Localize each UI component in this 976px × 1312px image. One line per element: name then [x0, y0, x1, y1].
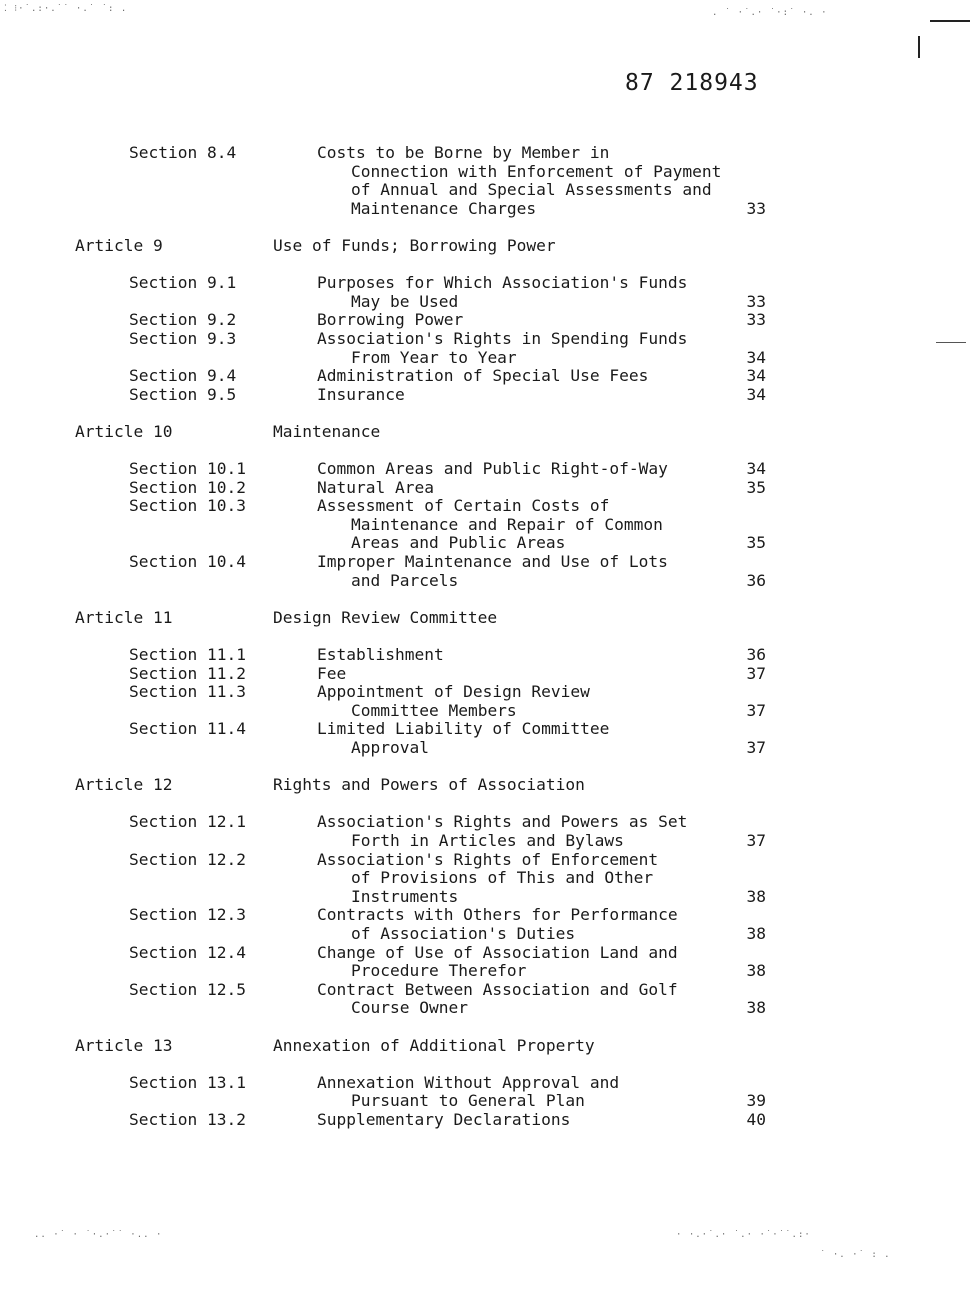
section-title-line: From Year to Year [351, 347, 517, 367]
section-label: Section 12.2 [129, 849, 246, 869]
toc-entry [0, 460, 976, 479]
section-title [317, 665, 737, 684]
article-heading [0, 776, 976, 795]
section-title-line: Maintenance and Repair of Common [351, 514, 663, 534]
page-number: 37 [746, 663, 766, 683]
section-label: Section 12.5 [129, 979, 246, 999]
toc-entry [0, 646, 976, 665]
section-title-line: and Parcels [351, 570, 459, 590]
toc-entry [0, 330, 976, 367]
section-title-line: Forth in Articles and Bylaws [351, 830, 624, 850]
page-number: 38 [746, 961, 766, 981]
section-title-line: Annexation Without Approval and [317, 1072, 620, 1092]
section-title [317, 330, 737, 367]
toc-entry [0, 1074, 976, 1111]
section-label: Section 9.3 [129, 328, 237, 348]
section-title-line: Appointment of Design Review [317, 682, 590, 702]
page-number: 35 [746, 477, 766, 497]
section-label: Section 11.3 [129, 682, 246, 702]
article-label: Article 12 [75, 775, 173, 795]
article-heading [0, 423, 976, 442]
section-label: Section 10.2 [129, 477, 246, 497]
section-title [317, 144, 737, 218]
section-title-line: Association's Rights in Spending Funds [317, 328, 688, 348]
scan-noise-top-right: . ˙ ·˙.· ˙·:˙ ·. · [712, 8, 828, 18]
section-title [317, 386, 737, 405]
article-heading [0, 1037, 976, 1056]
toc-entry [0, 311, 976, 330]
article-heading [0, 237, 976, 256]
article-title: Annexation of Additional Property [273, 1035, 595, 1055]
page-number: 37 [746, 830, 766, 850]
toc-entry [0, 367, 976, 386]
section-label: Section 10.3 [129, 496, 246, 516]
page-number: 34 [746, 347, 766, 367]
section-title-line: of Association's Duties [351, 923, 576, 943]
article-label: Article 9 [75, 235, 163, 255]
section-title [317, 553, 737, 590]
toc-entry [0, 144, 976, 218]
section-title [317, 497, 737, 553]
article-title: Design Review Committee [273, 607, 498, 627]
page-number: 34 [746, 459, 766, 479]
section-title [317, 981, 737, 1018]
section-title-line: Improper Maintenance and Use of Lots [317, 552, 668, 572]
page-number: 39 [746, 1091, 766, 1111]
section-title-line: Contract Between Association and Golf [317, 979, 678, 999]
section-title-line: Limited Liability of Committee [317, 719, 610, 739]
section-label: Section 12.3 [129, 905, 246, 925]
section-label: Section 13.1 [129, 1072, 246, 1092]
section-title [317, 720, 737, 757]
toc-entry [0, 1111, 976, 1130]
scan-edge-mark-top [930, 20, 970, 22]
page-number: 36 [746, 645, 766, 665]
section-label: Section 12.1 [129, 812, 246, 832]
section-title [317, 367, 737, 386]
section-title [317, 274, 737, 311]
section-title-line: Supplementary Declarations [317, 1109, 571, 1129]
section-title-line: Contracts with Others for Performance [317, 905, 678, 925]
section-label: Section 11.1 [129, 645, 246, 665]
toc-entry [0, 981, 976, 1018]
section-title [317, 646, 737, 665]
section-label: Section 13.2 [129, 1109, 246, 1129]
section-title [317, 944, 737, 981]
section-title-line: Course Owner [351, 998, 468, 1018]
section-title-line: Common Areas and Public Right-of-Way [317, 459, 668, 479]
section-title [317, 813, 737, 850]
section-title-line: Connection with Enforcement of Payment [351, 161, 722, 181]
section-title-line: Insurance [317, 384, 405, 404]
article-label: Article 10 [75, 421, 173, 441]
table-of-contents [0, 144, 976, 1129]
section-title [317, 906, 737, 943]
page-number: 37 [746, 738, 766, 757]
section-title-line: Borrowing Power [317, 310, 464, 330]
page-number: 34 [746, 384, 766, 404]
document-number: 87 218943 [625, 70, 759, 96]
section-label: Section 8.4 [129, 143, 237, 162]
section-title-line: of Annual and Special Assessments and [351, 180, 712, 200]
section-title [317, 1074, 737, 1111]
section-title-line: Committee Members [351, 700, 517, 720]
toc-entry [0, 479, 976, 498]
section-title-line: Change of Use of Association Land and [317, 942, 678, 962]
scan-edge-mark-vertical [918, 36, 920, 58]
toc-entry [0, 665, 976, 684]
section-title-line: Establishment [317, 645, 444, 665]
section-title-line: May be Used [351, 291, 459, 311]
section-title-line: Areas and Public Areas [351, 533, 566, 553]
section-label: Section 10.1 [129, 459, 246, 479]
page-number: 34 [746, 366, 766, 386]
article-label: Article 11 [75, 607, 173, 627]
toc-entry [0, 851, 976, 907]
section-label: Section 9.4 [129, 366, 237, 386]
toc-entry [0, 497, 976, 553]
page-number: 33 [746, 310, 766, 330]
toc-entry [0, 386, 976, 405]
section-label: Section 9.5 [129, 384, 237, 404]
scan-noise-bottom-right-2: ˙ ·. ·˙ : . [820, 1250, 891, 1260]
section-title-line: Association's Rights of Enforcement [317, 849, 659, 869]
section-title-line: Procedure Therefor [351, 961, 527, 981]
section-title-line: Approval [351, 738, 429, 757]
toc-entry [0, 274, 976, 311]
section-title-line: Assessment of Certain Costs of [317, 496, 610, 516]
article-title: Rights and Powers of Association [273, 775, 585, 795]
scan-noise-bottom-left: .. ·˙ · ˙·.·˙˙ ·.. · [34, 1230, 163, 1240]
page-number: 36 [746, 570, 766, 590]
section-label: Section 10.4 [129, 552, 246, 572]
section-title [317, 683, 737, 720]
page-number: 33 [746, 291, 766, 311]
section-label: Section 12.4 [129, 942, 246, 962]
section-title [317, 851, 737, 907]
section-title-line: Instruments [351, 886, 459, 906]
page-number: 38 [746, 923, 766, 943]
article-label: Article 13 [75, 1035, 173, 1055]
section-title-line: Costs to be Borne by Member in [317, 143, 610, 162]
section-label: Section 11.2 [129, 663, 246, 683]
article-title: Maintenance [273, 421, 381, 441]
section-title-line: Association's Rights and Powers as Set [317, 812, 688, 832]
section-title-line: Purposes for Which Association's Funds [317, 273, 688, 293]
section-title [317, 311, 737, 330]
section-title-line: Maintenance Charges [351, 198, 537, 218]
scan-noise-bottom-right: · ·.·˙.· ˙.· ·˙·˙˙.:· [676, 1230, 811, 1240]
page-number: 38 [746, 998, 766, 1018]
section-title-line: Pursuant to General Plan [351, 1091, 585, 1111]
toc-entry [0, 553, 976, 590]
toc-entry [0, 813, 976, 850]
article-heading [0, 609, 976, 628]
section-label: Section 11.4 [129, 719, 246, 739]
article-title: Use of Funds; Borrowing Power [273, 235, 556, 255]
page-number: 35 [746, 533, 766, 553]
toc-entry [0, 906, 976, 943]
section-title [317, 479, 737, 498]
page-number: 40 [746, 1109, 766, 1129]
page-number: 37 [746, 700, 766, 720]
scan-noise-top-left: ⁚ ⁝·˙.:·.˙˙ ·.˙ ˙: . [4, 4, 128, 14]
page-number: 33 [746, 198, 766, 218]
section-label: Section 9.2 [129, 310, 237, 330]
section-title [317, 1111, 737, 1130]
section-title-line: of Provisions of This and Other [351, 868, 654, 888]
toc-entry [0, 944, 976, 981]
section-title [317, 460, 737, 479]
section-title-line: Natural Area [317, 477, 434, 497]
toc-entry [0, 683, 976, 720]
section-label: Section 9.1 [129, 273, 237, 293]
section-title-line: Fee [317, 663, 347, 683]
page-number: 38 [746, 886, 766, 906]
section-title-line: Administration of Special Use Fees [317, 366, 649, 386]
toc-entry [0, 720, 976, 757]
